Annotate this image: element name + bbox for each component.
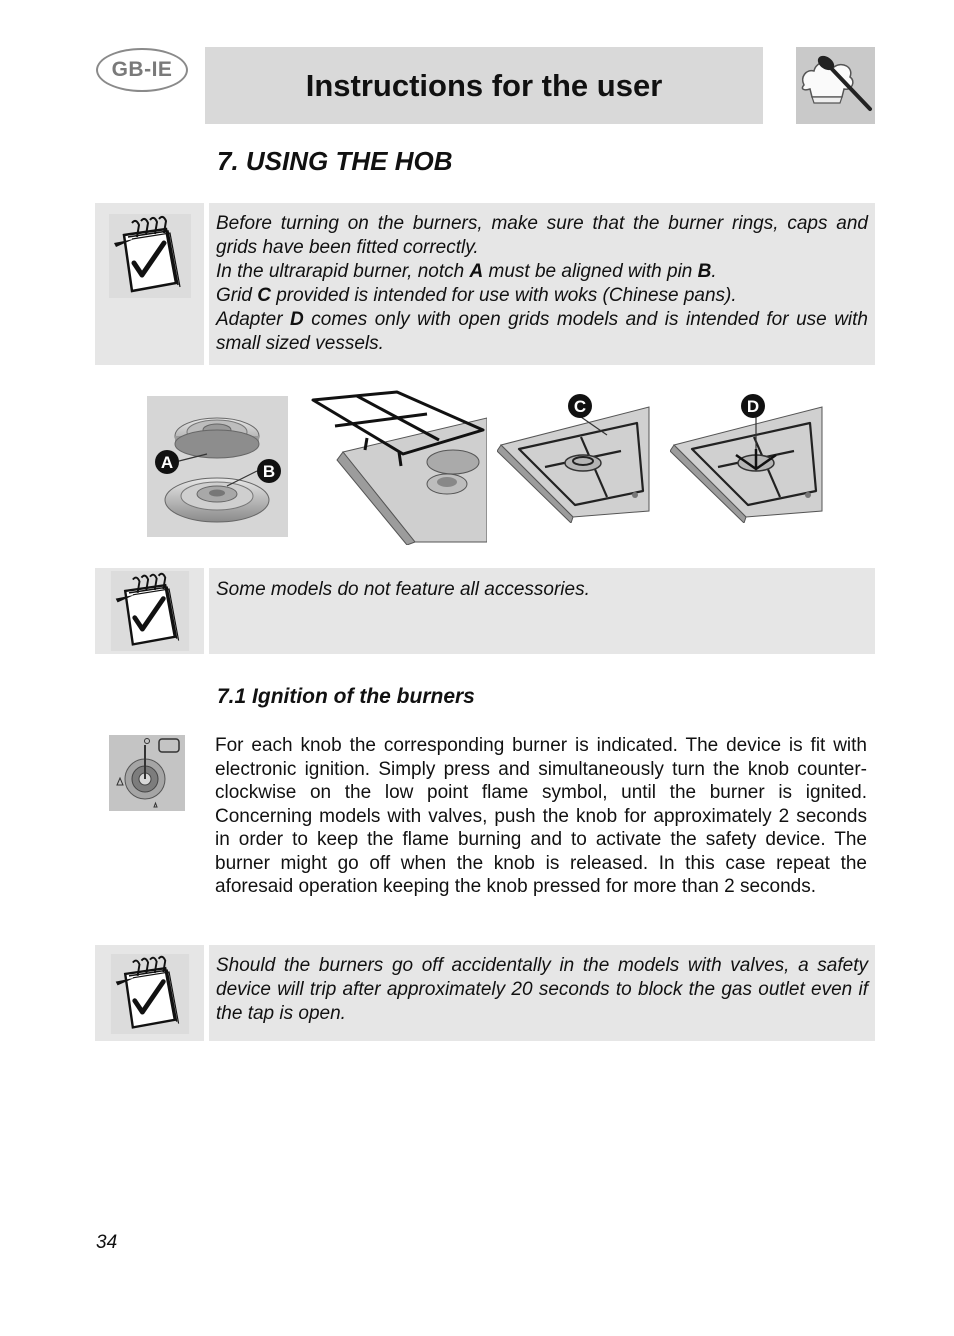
page-title: Instructions for the user [305,67,663,103]
checklist-note-icon [108,570,192,657]
figure-adapter-d [670,393,824,523]
note-line: Grid C provided is intended for use with woks (Chinese pans). [216,285,737,306]
label-a: A [160,453,174,472]
spoon-and-chef-hat-icon [796,47,875,124]
section-title: 7. USING THE HOB [217,146,453,176]
note-box-safety-device [209,945,875,1041]
page-number: 34 [96,1232,118,1253]
checklist-note-icon [108,213,192,304]
note-box-accessories [209,568,875,654]
note-icon-cell [95,945,204,1041]
figure-burner-parts [147,396,288,537]
language-badge [96,48,188,92]
note-text: Should the burners go off accidentally in the models with valves, a safety device will trip after approximately 20 seconds to block the gas outlet even if the tap is open. [216,955,868,1024]
subsection-title: 7.1 Ignition of the burners [217,685,475,708]
note-text: Some models do not feature all accessories. [216,579,590,600]
note-icon-cell [95,568,204,654]
burner-knob-icon [109,735,185,811]
ignition-instructions: For each knob the corresponding burner is indicated. The device is fit with electronic ignition. Simply press and simultaneously turn the knob counter-clockwise on the low point flame symbol, until the burner is ignited. Concerning models with valves, push the knob for approximately 2 seconds in order to keep the flame burning and to activate the safety device. The burner might go off when the knob is released. In this case repeat the aforesaid operation keeping the knob pressed for more than 2 seconds. [215,735,867,897]
note-line: Adapter D comes only with open grids models and is intended for use with small sized vessels. [216,309,868,354]
language-badge-label: GB-IE [111,58,173,81]
figure-wok-grid-c [497,393,651,523]
note-box-burner-fitting [209,203,875,365]
note-icon-cell [95,203,204,365]
checklist-note-icon [108,953,192,1040]
note-line: In the ultrarapid burner, notch A must be aligned with pin B. [216,261,717,282]
note-line: Before turning on the burners, make sure that the burner rings, caps and grids have been fitted correctly. [216,213,868,258]
header-title-bar [205,47,763,124]
label-c: C [573,397,587,416]
label-b: B [262,462,276,481]
figure-hob-grid-fitting [307,390,487,545]
label-d: D [746,397,760,416]
